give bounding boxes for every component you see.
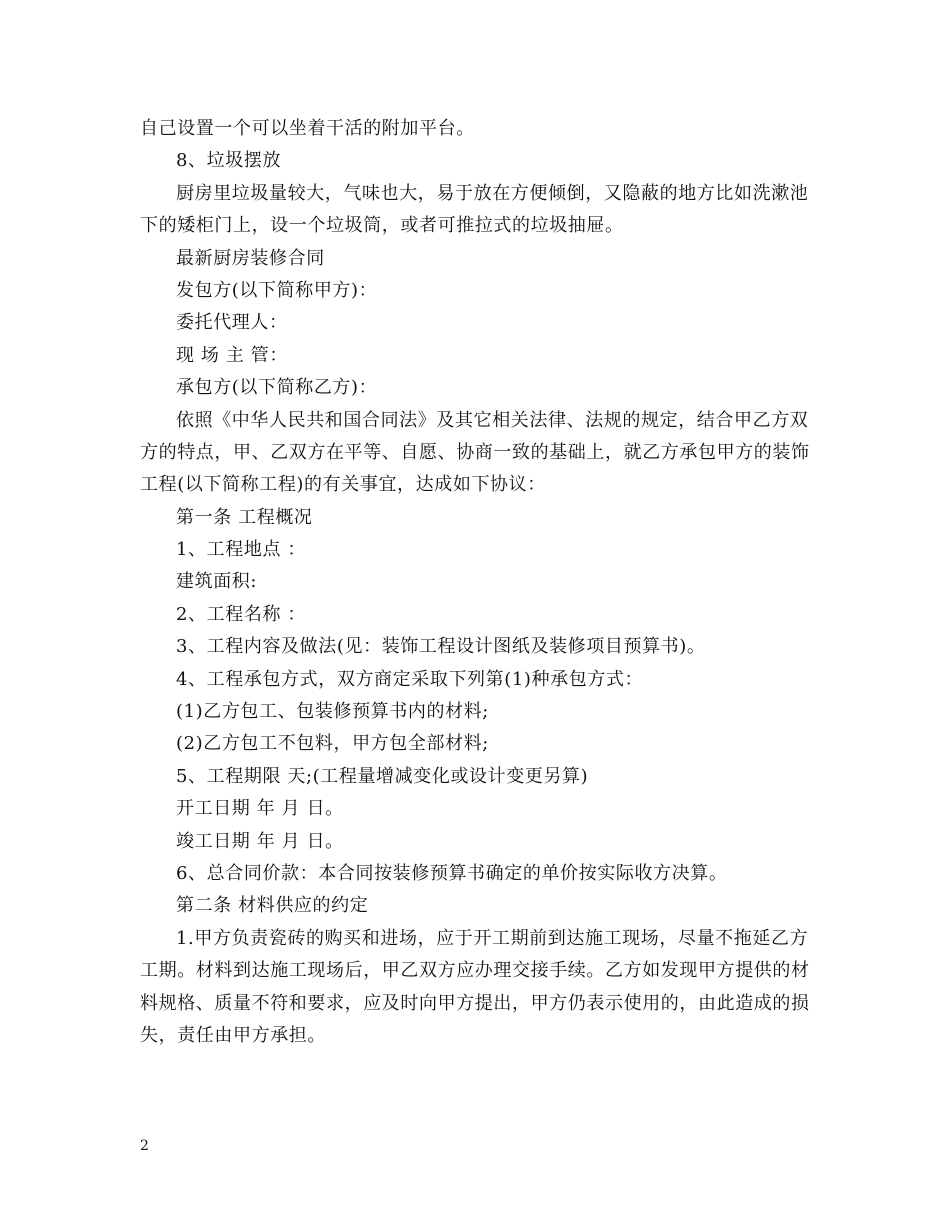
page-number: 2: [140, 1138, 149, 1154]
text-line: 料规格、质量不符和要求，应及时向甲方提出，甲方仍表示使用的，由此造成的损: [140, 992, 810, 1014]
text-line: 最新厨房装修合同: [176, 247, 325, 269]
text-line: 发包方(以下简称甲方)：: [176, 279, 378, 301]
text-line: 开工日期 年 月 日。: [176, 798, 344, 820]
text-line: 方的特点，甲、乙双方在平等、自愿、协商一致的基础上，就乙方承包甲方的装饰: [140, 441, 810, 463]
text-line: 现 场 主 管：: [176, 344, 288, 366]
text-line: 工期。材料到达施工现场后，甲乙双方应办理交接手续。乙方如发现甲方提供的材: [140, 960, 810, 982]
text-line: (1)乙方包工、包装修预算书内的材料;: [176, 701, 489, 723]
text-line: 1.甲方负责瓷砖的购买和进场，应于开工期前到达施工现场，尽量不拖延乙方: [176, 927, 809, 949]
text-line: 委托代理人：: [176, 312, 288, 334]
text-line: (2)乙方包工不包料，甲方包全部材料;: [176, 733, 489, 755]
text-line: 1、工程地点 ：: [176, 539, 306, 561]
text-line: 2、工程名称 ：: [176, 603, 306, 625]
text-line: 4、工程承包方式，双方商定采取下列第(1)种承包方式：: [176, 668, 644, 690]
text-line: 依照《中华人民共和国合同法》及其它相关法律、法规的规定，结合甲乙方双: [176, 409, 809, 431]
text-line: 竣工日期 年 月 日。: [176, 830, 344, 852]
text-line: 承包方(以下简称乙方)：: [176, 377, 378, 399]
text-line: 6、总合同价款：本合同按装修预算书确定的单价按实际收方决算。: [176, 862, 728, 884]
text-line: 3、工程内容及做法(见：装饰工程设计图纸及装修项目预算书)。: [176, 636, 706, 658]
text-line: 工程(以下简称工程)的有关事宜，达成如下协议：: [140, 474, 546, 496]
text-line: 失，责任由甲方承担。: [140, 1024, 326, 1046]
text-line: 8、垃圾摆放: [176, 150, 282, 172]
text-line: 5、工程期限 天;(工程量增减变化或设计变更另算): [176, 765, 589, 787]
document-body: [140, 113, 815, 1052]
text-line: 第一条 工程概况: [176, 506, 313, 528]
text-line: 自己设置一个可以坐着干活的附加平台。: [140, 118, 475, 139]
text-line: 厨房里垃圾量较大，气味也大，易于放在方便倾倒，又隐蔽的地方比如洗漱池: [176, 182, 809, 204]
text-line: 第二条 材料供应的约定: [176, 895, 369, 917]
text-line: 建筑面积:: [176, 571, 258, 593]
text-line: 下的矮柜门上，设一个垃圾筒，或者可推拉式的垃圾抽屉。: [140, 215, 624, 237]
